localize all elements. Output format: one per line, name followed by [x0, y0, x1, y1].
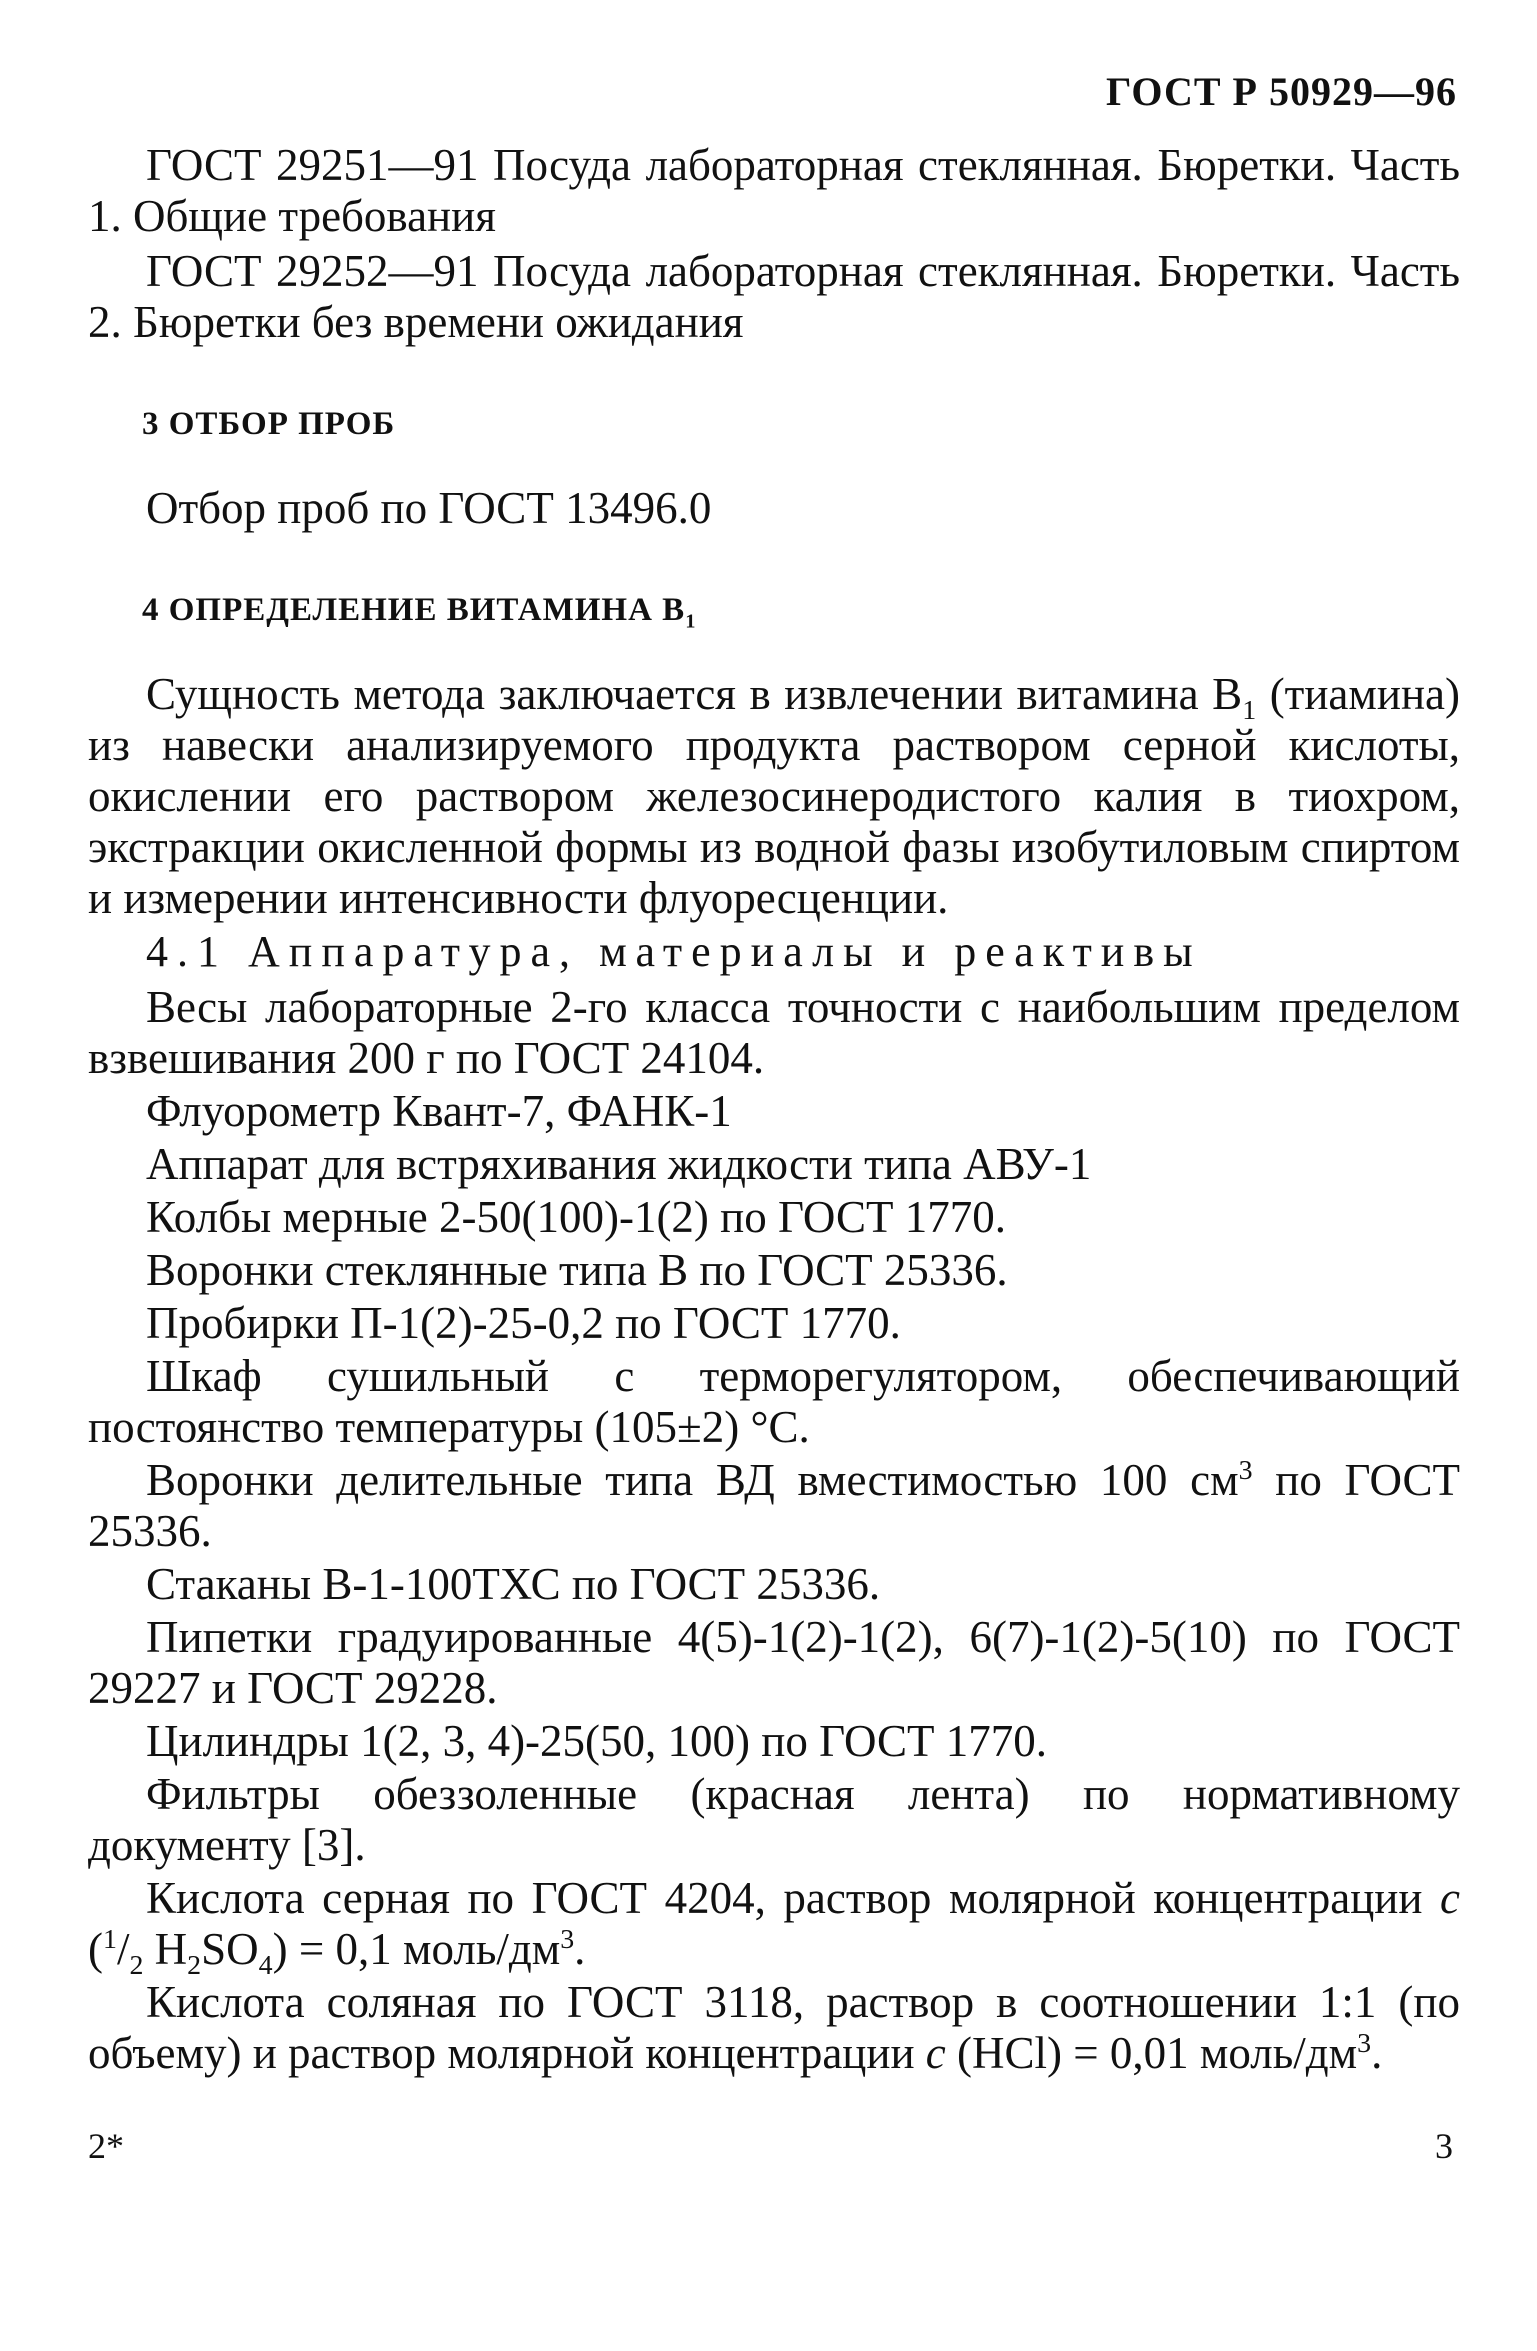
document-code: ГОСТ Р 50929—96 [1105, 69, 1457, 114]
section-3-body: Отбор проб по ГОСТ 13496.0 [146, 483, 712, 533]
concentration-symbol: с [1440, 1873, 1460, 1923]
equipment-item: Стаканы В-1-100ТХС по ГОСТ 25336. [146, 1559, 881, 1609]
equipment-item: Пробирки П-1(2)-25-0,2 по ГОСТ 1770. [146, 1298, 901, 1348]
reagent-sulfuric-acid [88, 1873, 1460, 1981]
reagent-hydrochloric-acid [88, 1977, 1460, 2079]
sulfuric-text: Кислота серная по ГОСТ 4204, раствор молярной концентрации [146, 1873, 1441, 1923]
sulfuric-period: . [574, 1924, 586, 1974]
formula-h: H [143, 1924, 188, 1974]
section-4-title-text: 4 ОПРЕДЕЛЕНИЕ ВИТАМИНА В [142, 592, 686, 628]
formula-h-subscript: 2 [187, 1950, 202, 1981]
equipment-item: Пипетки градуированные 4(5)-1(2)-1(2), 6(7)-1(2)-5(10) по ГОСТ 29227 и ГОСТ 29228. [88, 1612, 1460, 1713]
equipment-item: Флуорометр Квант-7, ФАНК-1 [146, 1086, 732, 1136]
equipment-item: Аппарат для встряхивания жидкости типа АВУ-1 [146, 1139, 1092, 1189]
subsection-4-1-title: 4.1 Аппаратура, материалы и реактивы [146, 927, 1202, 976]
reference-item: ГОСТ 29251—91 Посуда лабораторная стеклянная. Бюретки. Часть 1. Общие требования [88, 140, 1460, 241]
reference-item: ГОСТ 29252—91 Посуда лабораторная стеклянная. Бюретки. Часть 2. Бюретки без времени ожидания [88, 246, 1460, 347]
unit-superscript: 3 [560, 1924, 575, 1955]
equipment-item: Колбы мерные 2-50(100)-1(2) по ГОСТ 1770. [146, 1192, 1006, 1242]
section-4-title [88, 592, 1460, 633]
hydrochloric-period: . [1371, 2028, 1383, 2078]
funnels-text-b: по ГОСТ 25336. [88, 1455, 1460, 1556]
sheet-mark: 2* [88, 2126, 124, 2166]
page-content [88, 140, 1460, 2081]
method-text-a: Сущность метода заключается в извлечении витамина В [146, 669, 1243, 719]
equipment-item-funnels [88, 1455, 1460, 1557]
equipment-item: Весы лабораторные 2-го класса точности с наибольшим пределом взвешивания 200 г по ГОСТ 24104. [88, 982, 1460, 1083]
method-description [88, 669, 1460, 924]
method-text-b: (тиамина) из навески анализируемого продукта раствором серной кислоты, окислении его раствором железосинеродистого калия в тиохром, экстракции окисленной формы из водной фазы изобутиловым спиртом и измерении интенсивности флуоресценции. [88, 669, 1460, 923]
fraction-slash: / [116, 1924, 130, 1974]
unit-superscript: 3 [1357, 2028, 1372, 2059]
formula-so: SO [201, 1924, 259, 1974]
funnels-text-a: Воронки делительные типа ВД вместимостью 100 см [146, 1455, 1239, 1505]
equipment-item: Фильтры обеззоленные (красная лента) по нормативному документу [3]. [88, 1769, 1460, 1870]
page-number: 3 [1435, 2126, 1453, 2166]
equipment-item: Шкаф сушильный с терморегулятором, обеспечивающий постоянство температуры (105±2) °С. [88, 1351, 1460, 1452]
method-subscript: 1 [1242, 695, 1257, 726]
section-3-title: 3 ОТБОР ПРОБ [142, 406, 396, 442]
formula-o-subscript: 4 [258, 1950, 273, 1981]
equipment-item: Воронки стеклянные типа В по ГОСТ 25336. [146, 1245, 1008, 1295]
fraction-numerator: 1 [103, 1924, 117, 1955]
fraction-denominator: 2 [129, 1950, 144, 1981]
concentration-symbol: с [925, 2028, 946, 2078]
funnels-superscript: 3 [1238, 1455, 1253, 1486]
equipment-item: Цилиндры 1(2, 3, 4)-25(50, 100) по ГОСТ 1770. [146, 1716, 1048, 1766]
hydrochloric-text: Кислота соляная по ГОСТ 3118, раствор в соотношении 1:1 (по объему) и раствор молярной концентрации [88, 1977, 1460, 2078]
section-4-title-subscript: 1 [685, 610, 697, 633]
sulfuric-paren: ( [88, 1924, 103, 1974]
hydrochloric-concentration: (HCl) = 0,01 моль/дм [945, 2028, 1358, 2078]
sulfuric-concentration: ) = 0,1 моль/дм [272, 1924, 561, 1974]
